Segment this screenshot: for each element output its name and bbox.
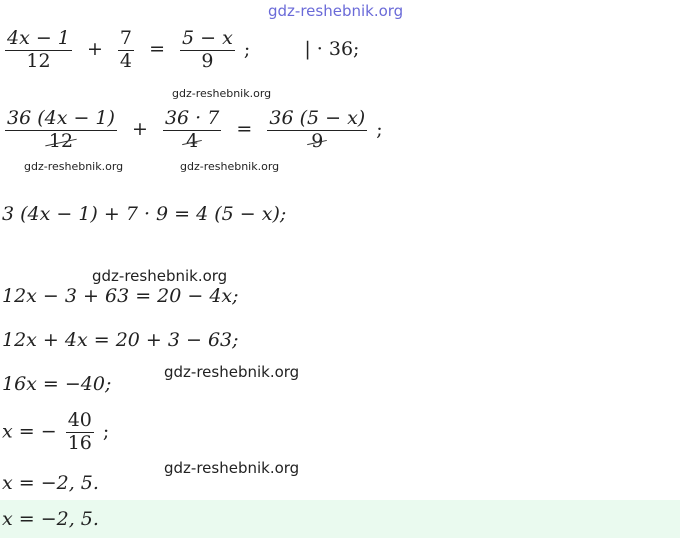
numerator: 40: [67, 409, 92, 431]
denominator: 16: [67, 431, 92, 454]
watermark-top: gdz-reshebnik.org: [268, 2, 404, 20]
answer-box: [0, 500, 680, 538]
watermark: gdz-reshebnik.org: [164, 459, 300, 477]
denominator: 9: [311, 129, 324, 152]
denominator: 4: [119, 49, 133, 72]
step-3: 3 (4x − 1) + 7 · 9 = 4 (5 − x);: [2, 203, 287, 225]
watermark: gdz-reshebnik.org: [24, 160, 124, 173]
punctuation: ;: [243, 38, 251, 61]
step-2: [2, 108, 383, 153]
plus-sign: +: [86, 38, 103, 61]
numerator: 5 − x: [182, 27, 233, 49]
step-1: [2, 28, 359, 73]
step-7: [2, 410, 109, 455]
denominator: 12: [48, 129, 74, 152]
answer-text: x = −2, 5.: [2, 508, 99, 530]
denominator: 4: [186, 129, 199, 152]
equals-sign: =: [236, 118, 253, 141]
watermark: gdz-reshebnik.org: [180, 160, 280, 173]
multiplier-note: | · 36;: [304, 38, 360, 61]
denominator: 9: [201, 49, 214, 72]
numerator: 7: [119, 27, 133, 49]
watermark: gdz-reshebnik.org: [172, 87, 272, 100]
fraction: [163, 108, 221, 153]
lhs: x = −: [2, 420, 57, 443]
fraction: [5, 108, 117, 153]
watermark: gdz-reshebnik.org: [164, 363, 300, 381]
fraction: [66, 410, 94, 455]
step-4: 12x − 3 + 63 = 20 − 4x;: [2, 285, 239, 307]
punctuation: ;: [102, 420, 110, 443]
equals-sign: =: [149, 38, 165, 61]
numerator: 36 (5 − x): [269, 107, 366, 129]
denominator: 12: [26, 49, 51, 72]
numerator: 36 · 7: [164, 107, 220, 129]
step-6: 16x = −40;: [2, 373, 112, 395]
fraction: [5, 28, 72, 73]
step-5: 12x + 4x = 20 + 3 − 63;: [2, 329, 239, 351]
step-8: x = −2, 5.: [2, 472, 99, 494]
numerator: 36 (4x − 1): [7, 107, 115, 129]
watermark: gdz-reshebnik.org: [92, 267, 228, 285]
numerator: 4x − 1: [7, 27, 70, 49]
punctuation: ;: [376, 118, 383, 141]
fraction: [118, 28, 134, 73]
plus-sign: +: [131, 118, 148, 141]
fraction: [267, 108, 367, 153]
fraction: [180, 28, 235, 73]
